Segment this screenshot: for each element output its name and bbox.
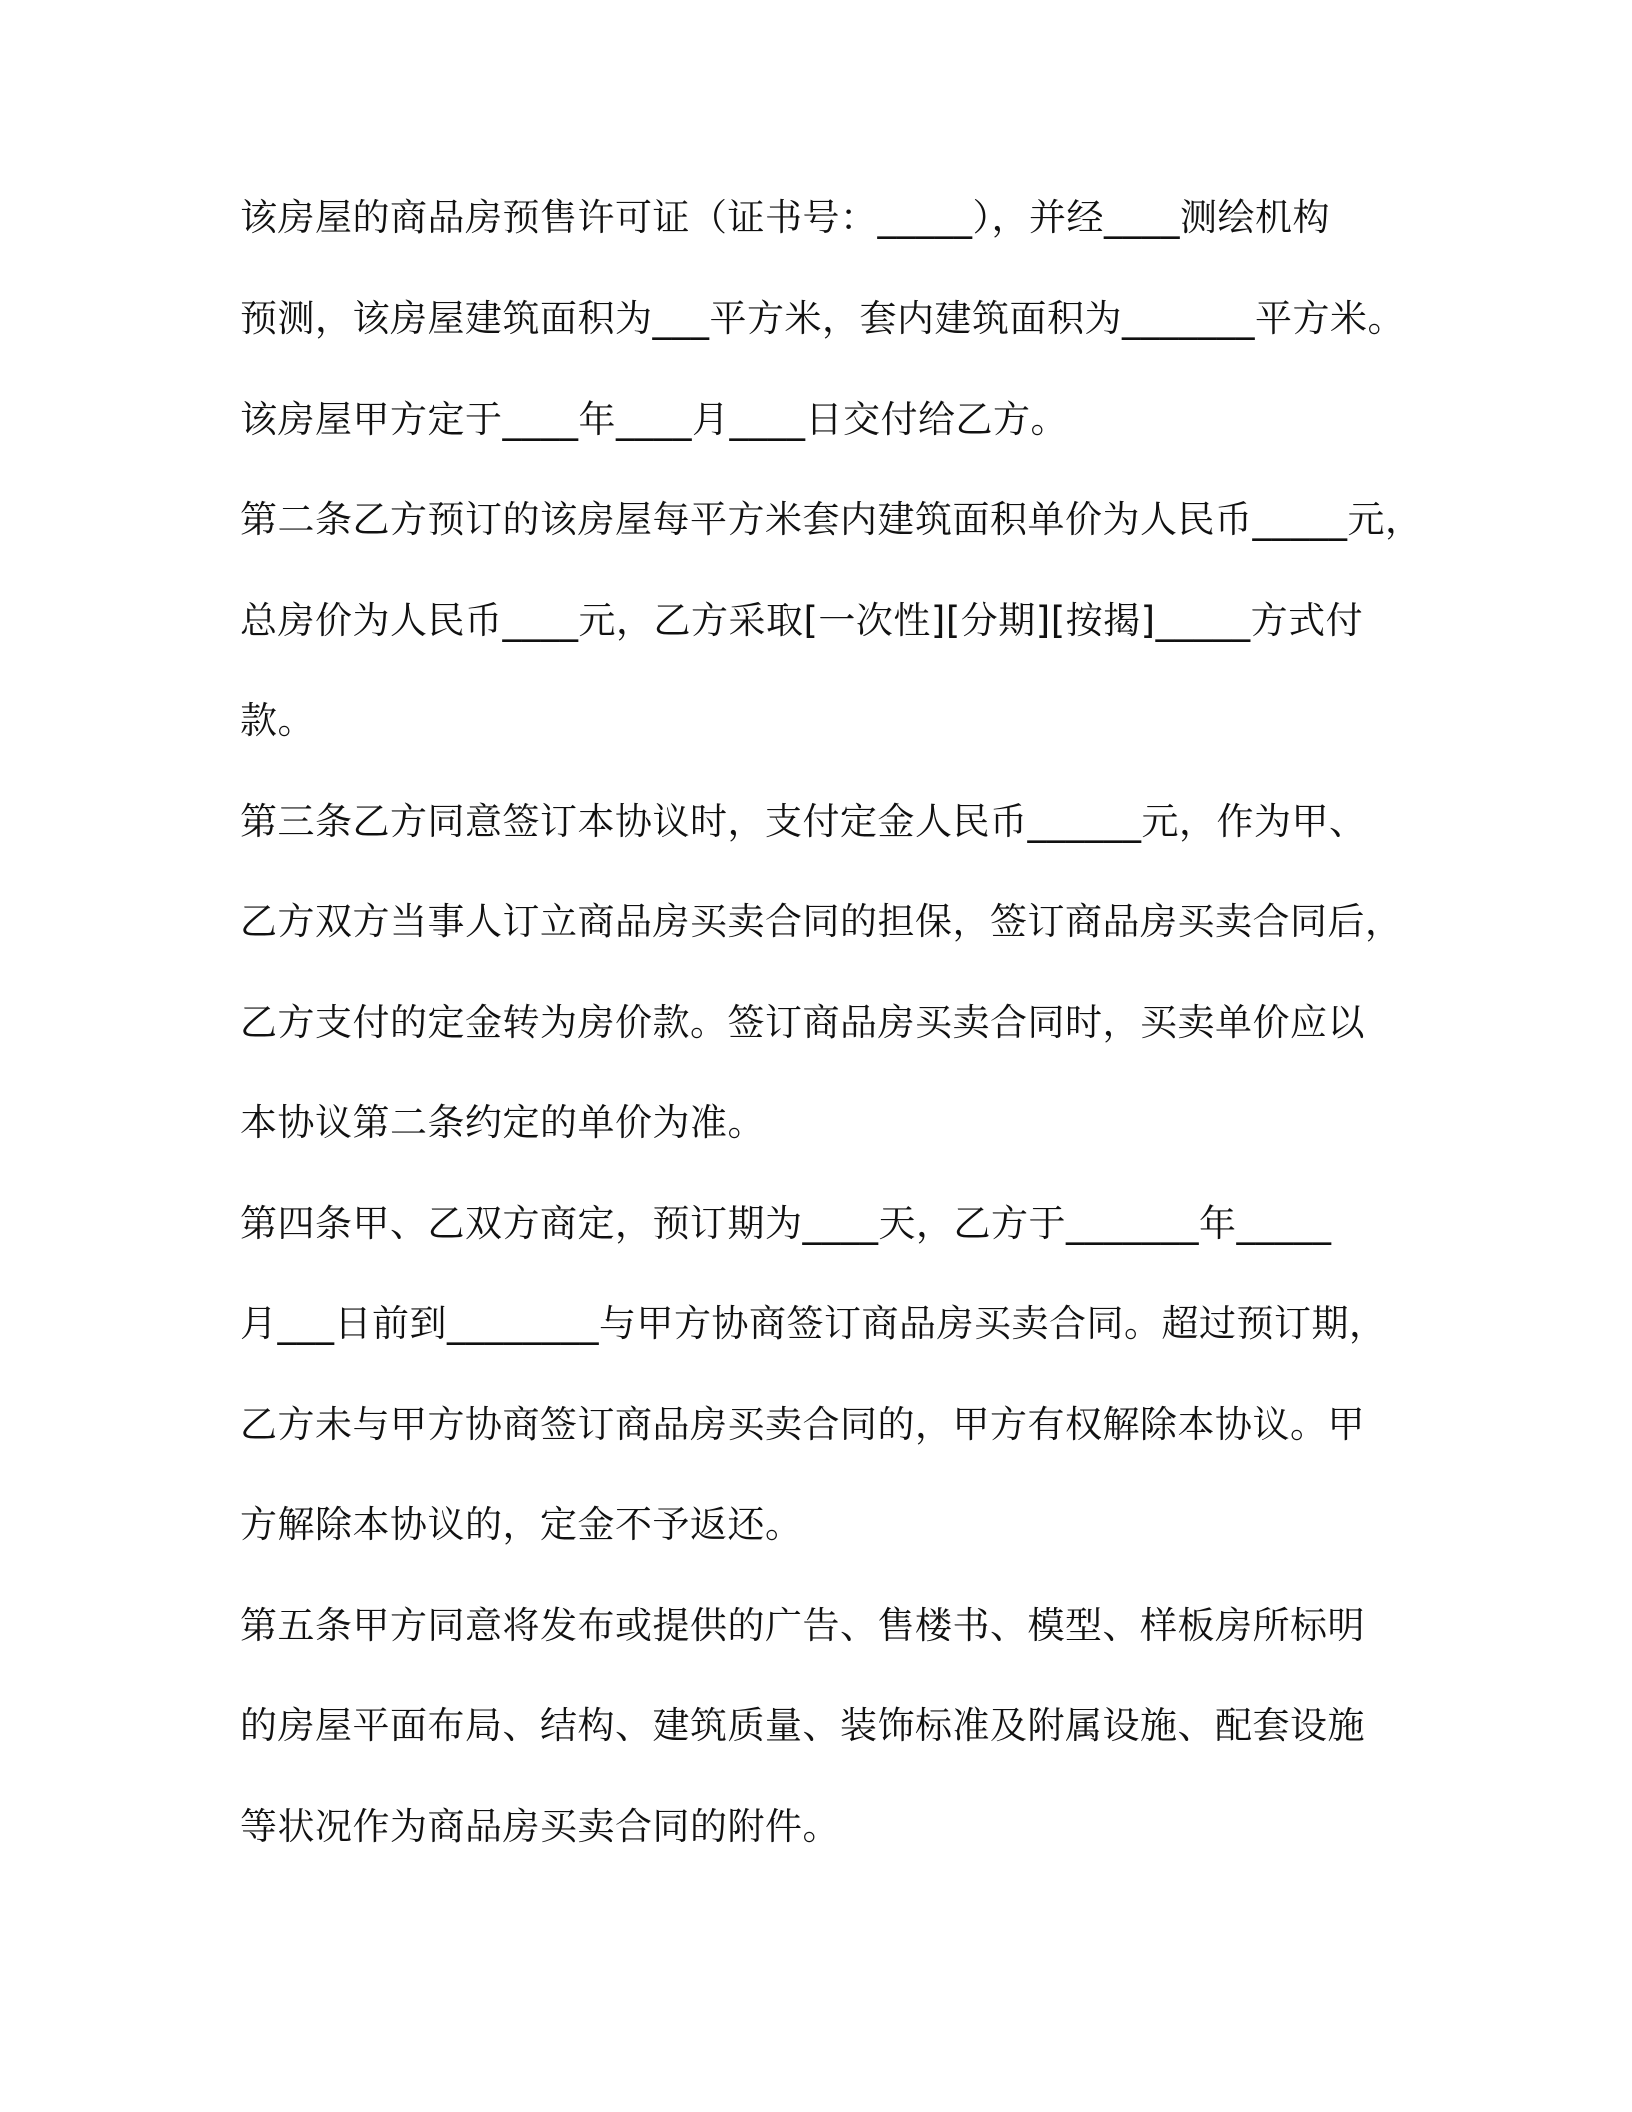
text-line: 乙方支付的定金转为房价款。签订商品房买卖合同时，买卖单价应以 <box>240 1001 1365 1044</box>
text-line: 月___日前到________与甲方协商签订商品房买卖合同。超过预订期， <box>240 1302 1387 1345</box>
text-line: 的房屋平面布局、结构、建筑质量、装饰标准及附属设施、配套设施 <box>240 1704 1365 1747</box>
text-line: 该房屋甲方定于____年____月____日交付给乙方。 <box>240 398 1068 441</box>
article-3-start: 第三条乙方同意签订本协议时，支付定金人民币______元，作为甲、 <box>240 800 1367 843</box>
text-line: 预测，该房屋建筑面积为___平方米，套内建筑面积为_______平方米。 <box>240 297 1405 340</box>
text-line: 款。 <box>240 699 315 742</box>
article-5-start: 第五条甲方同意将发布或提供的广告、售楼书、模型、样板房所标明 <box>240 1604 1365 1647</box>
text-line: 乙方未与甲方协商签订商品房买卖合同的，甲方有权解除本协议。甲 <box>240 1403 1365 1446</box>
text-line: 总房价为人民币____元，乙方采取[一次性][分期][按揭]_____方式付 <box>240 599 1364 642</box>
text-line: 本协议第二条约定的单价为准。 <box>240 1101 765 1144</box>
text-line: 等状况作为商品房买卖合同的附件。 <box>240 1805 840 1848</box>
article-2-start: 第二条乙方预订的该房屋每平方米套内建筑面积单价为人民币_____元， <box>240 498 1423 541</box>
article-4-start: 第四条甲、乙双方商定，预订期为____天，乙方于_______年_____ <box>240 1202 1332 1245</box>
text-line: 该房屋的商品房预售许可证（证书号：_____），并经____测绘机构 <box>240 196 1330 239</box>
text-line: 方解除本协议的，定金不予返还。 <box>240 1503 803 1546</box>
text-line: 乙方双方当事人订立商品房买卖合同的担保，签订商品房买卖合同后， <box>240 900 1403 943</box>
